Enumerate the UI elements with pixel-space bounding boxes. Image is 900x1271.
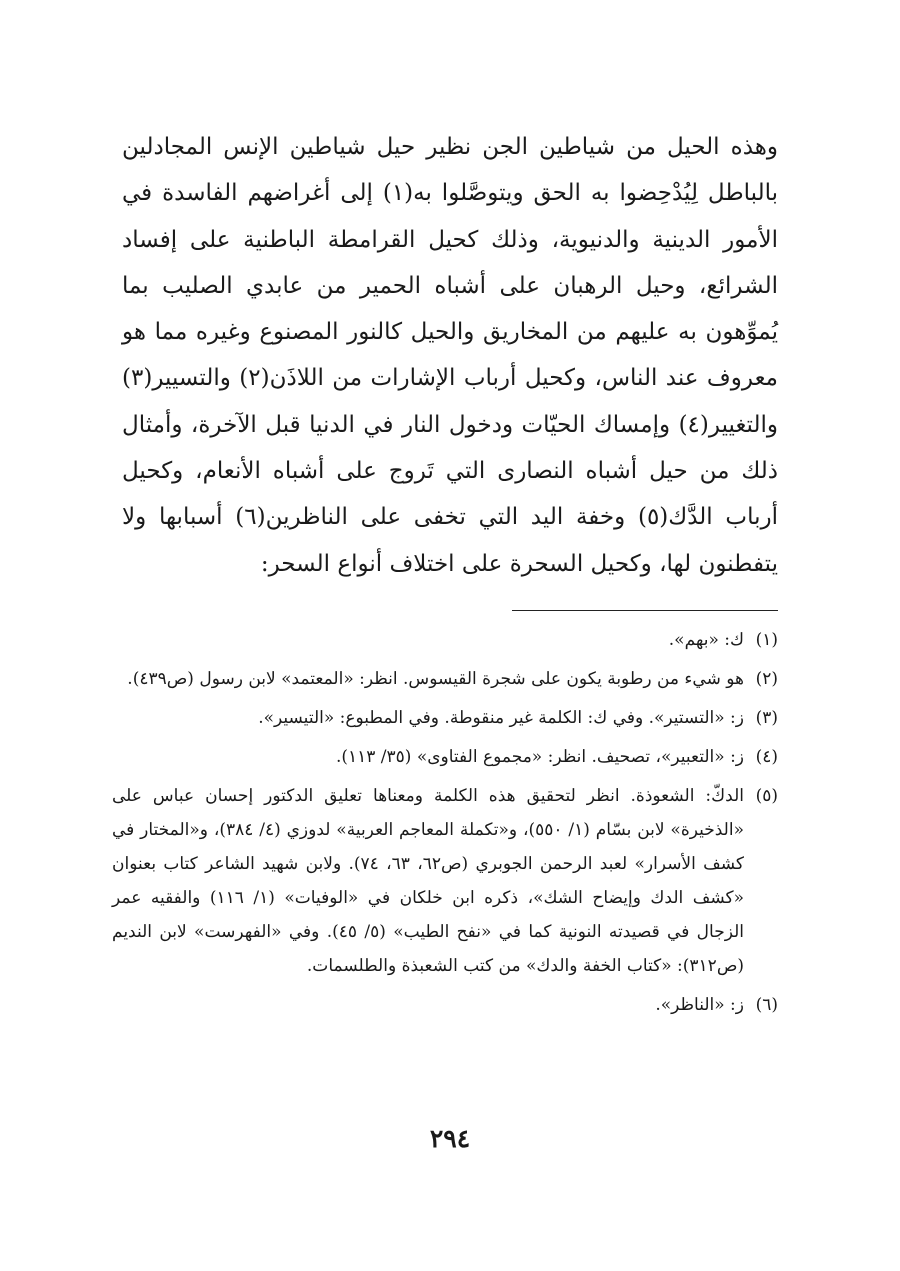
footnote-separator xyxy=(512,610,778,611)
footnotes-list xyxy=(112,619,778,1022)
footnote-number: (٢) xyxy=(755,669,778,689)
footnote-5 xyxy=(112,779,778,983)
footnote-number: (٦) xyxy=(755,995,778,1015)
footnote-1 xyxy=(112,623,778,657)
footnote-number: (٣) xyxy=(755,708,778,728)
page-number: ٢٩٤ xyxy=(429,1124,471,1153)
main-paragraph: وهذه الحيل من شياطين الجن نظير حيل شياطين الإنس المجادلين بالباطل لِيُدْحِضوا به الحق ويتوصَّلوا به(١) إلى أغراضهم الفاسدة في الأمور الدينية والدنيوية، وذلك كحيل القرامطة الباطنية على إفساد الشرائع، وحيل الرهبان على أشباه الحمير من عابدي الصليب بما يُموِّهون به عليهم من المخاريق والحيل كالنور المصنوع وغيره مما هو معروف عند الناس، وكحيل أرباب الإشارات من اللاذَن(٢) والتسيير(٣) والتغيير(٤) وإمساك الحيّات ودخول النار في الدنيا قبل الآخرة، وأمثال ذلك من حيل أشباه النصارى التي تَروج على أشباه الأنعام، وكحيل أرباب الدَّك(٥) وخفة اليد التي تخفى على الناظرين(٦) أسبابها ولا يتفطنون لها، وكحيل السحرة على اختلاف أنواع السحر: xyxy=(122,134,778,577)
footnote-4 xyxy=(112,740,778,774)
footnote-text: ك: «بهم». xyxy=(668,630,744,650)
footnote-text: ز: «الناظر». xyxy=(655,995,744,1015)
footnote-2 xyxy=(112,662,778,696)
footnote-text: ز: «التستير». وفي ك: الكلمة غير منقوطة. وفي المطبوع: «التيسير». xyxy=(258,708,744,728)
footnote-6 xyxy=(112,988,778,1022)
footnote-text: هو شيء من رطوبة يكون على شجرة القيسوس. انظر: «المعتمد» لابن رسول (ص٤٣٩). xyxy=(127,669,744,689)
footnote-number: (٤) xyxy=(755,747,778,767)
footnote-text: الدكّ: الشعوذة. انظر لتحقيق هذه الكلمة ومعناها تعليق الدكتور إحسان عباس على «الذخيرة» لابن بسّام (١/ ٥٥٠)، و«تكملة المعاجم العربية» لدوزي (٤/ ٣٨٤)، و«المختار في كشف الأسرار» لعبد الرحمن الجوبري (ص٦٢، ٦٣، ٧٤). ولابن شهيد الشاعر كتاب بعنوان «كشف الدك وإيضاح الشك»، ذكره ابن خلكان في «الوفيات» (١/ ١١٦) والفقيه عمر الزجال في قصيدته النونية كما في «نفح الطيب» (٥/ ٤٥). وفي «الفهرست» لابن النديم (ص٣١٢): «كتاب الخفة والدك» من كتب الشعبذة والطلسمات. xyxy=(112,786,745,976)
footnote-3 xyxy=(112,701,778,735)
main-text-block xyxy=(122,124,778,587)
footnote-number: (١) xyxy=(755,630,778,650)
footnote-text: ز: «التعبير»، تصحيف. انظر: «مجموع الفتاوى» (٣٥/ ١١٣). xyxy=(335,747,744,767)
footnote-number: (٥) xyxy=(755,786,778,806)
